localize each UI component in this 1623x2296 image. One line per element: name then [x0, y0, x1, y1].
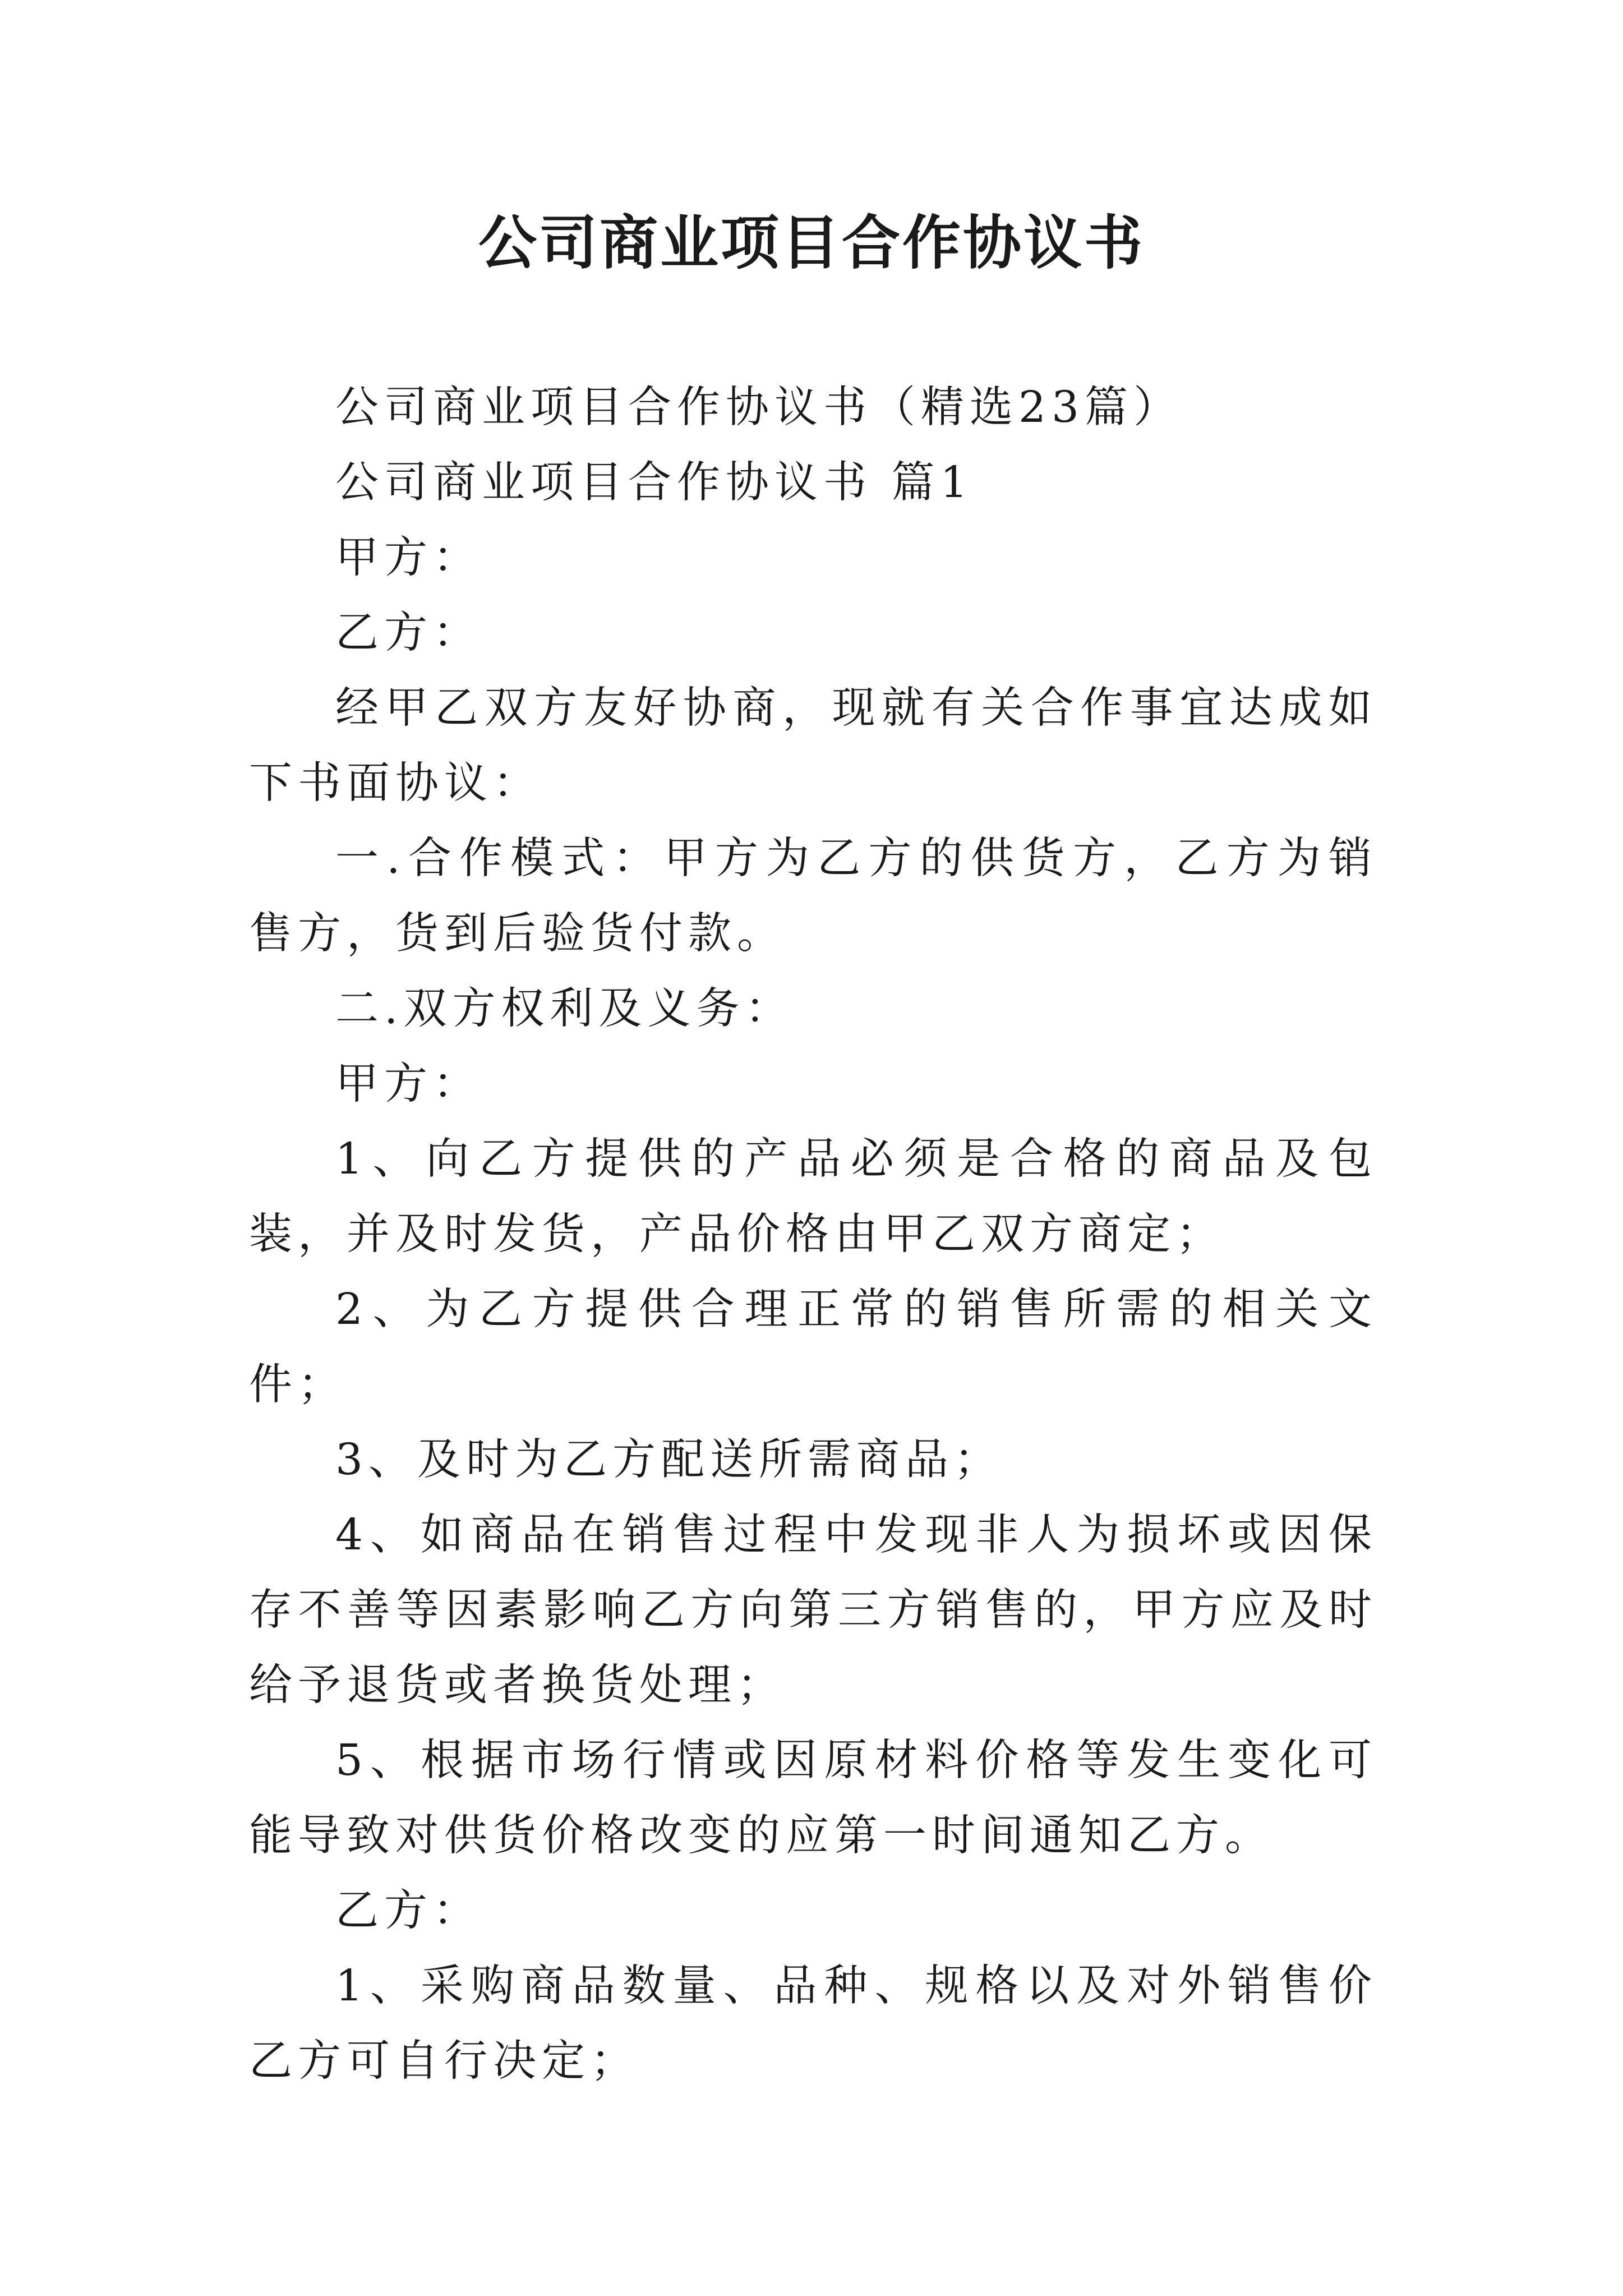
paragraph-party-a-item-5: 5、根据市场行情或因原材料价格等发生变化可能导致对供货价格改变的应第一时间通知乙方。	[249, 1736, 1377, 1861]
paragraph-party-a-item-4: 4、如商品在销售过程中发现非人为损坏或因保存不善等因素影响乙方向第三方销售的，甲方应及时给予退货或者换货处理；	[249, 1510, 1377, 1710]
paragraph-party-b-item-1: 1、采购商品数量、品种、规格以及对外销售价乙方可自行决定；	[249, 1961, 1377, 2086]
paragraph-preamble: 经甲乙双方友好协商，现就有关合作事宜达成如下书面协议：	[249, 683, 1377, 808]
paragraph-party-b-label: 乙方：	[335, 1886, 482, 1936]
paragraph-party-a-item-2: 2、为乙方提供合理正常的销售所需的相关文件；	[249, 1285, 1377, 1410]
paragraph-party-a-item-1: 1、向乙方提供的产品必须是合格的商品及包装，并及时发货，产品价格由甲乙双方商定；	[249, 1134, 1377, 1259]
paragraph-subtitle: 公司商业项目合作协议书（精选23篇）	[335, 383, 1182, 432]
paragraph-party-a: 甲方：	[335, 533, 482, 583]
paragraph-cooperation-mode: 一.合作模式：甲方为乙方的供货方，乙方为销售方，货到后验货付款。	[249, 834, 1377, 959]
paragraph-rights-heading: 二.双方权利及义务：	[335, 984, 794, 1034]
paragraph-party-b: 乙方：	[335, 608, 482, 658]
paragraph-party-a-item-3: 3、及时为乙方配送所需商品；	[335, 1435, 1003, 1485]
paragraph-party-a-label: 甲方：	[335, 1059, 482, 1109]
paragraph-section-heading: 公司商业项目合作协议书 篇1	[335, 458, 974, 508]
document-body	[249, 370, 1377, 2099]
document-title: 公司商业项目合作协议书	[478, 208, 1145, 277]
